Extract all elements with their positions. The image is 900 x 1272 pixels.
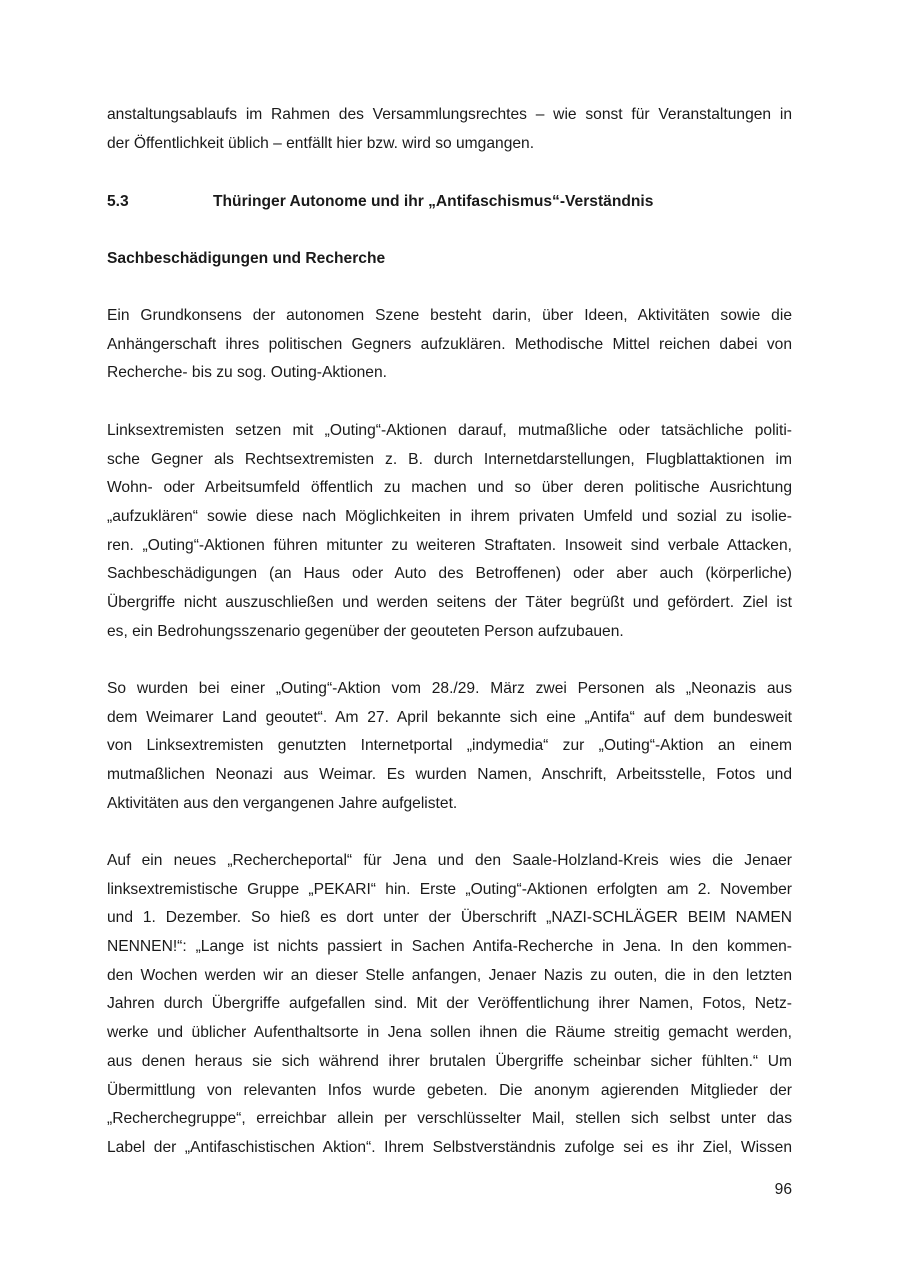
paragraph-3 xyxy=(107,675,792,818)
text-line: von Linksextremisten genutzten Internetportal „indymedia“ zur „Outing“-Aktion an einem xyxy=(107,737,792,755)
text-line: Auf ein neues „Rechercheportal“ für Jena und den Saale-Holzland-Kreis wies die Jenaer xyxy=(107,852,792,869)
text-line: linksextremistische Gruppe „PEKARI“ hin. Erste „Outing“-Aktionen erfolgten am 2. November xyxy=(107,880,792,898)
text-line: Sachbeschädigungen (an Haus oder Auto des Betroffenen) oder aber auch (körperliche) xyxy=(107,565,792,583)
text-line: den Wochen werden wir an dieser Stelle anfangen, Jenaer Nazis zu outen, die in den letzten xyxy=(107,966,792,984)
text-line: Recherche- bis zu sog. Outing-Aktionen. xyxy=(107,364,387,382)
paragraph-2 xyxy=(107,417,792,647)
paragraph-4 xyxy=(107,847,792,1163)
text-line: NENNEN!“: „Lange ist nichts passiert in Sachen Antifa-Recherche in Jena. In den kommen- xyxy=(107,938,792,956)
text-line: es, ein Bedrohungsszenario gegenüber der geouteten Person aufzubauen. xyxy=(107,622,624,640)
section-number: 5.3 xyxy=(107,193,129,210)
text-line: sche Gegner als Rechtsextremisten z. B. durch Internetdarstellungen, Flugblattaktionen im xyxy=(107,450,792,468)
text-line: Übermittlung von relevanten Infos wurde gebeten. Die anonym agierenden Mitglieder der xyxy=(107,1081,792,1099)
section-title: Thüringer Autonome und ihr „Antifaschismus“-Verständnis xyxy=(213,193,654,210)
text-line: „Recherchegruppe“, erreichbar allein per verschlüsselter Mail, stellen sich selbst unter das xyxy=(107,1110,792,1128)
text-line: Anhängerschaft ihres politischen Gegners aufzuklären. Methodische Mittel reichen dabei von xyxy=(107,335,792,353)
text-line: Jahren durch Übergriffe aufgefallen sind. Mit der Veröffentlichung ihrer Namen, Fotos, Netz- xyxy=(107,995,792,1013)
text-line: Aktivitäten aus den vergangenen Jahre aufgelistet. xyxy=(107,794,458,812)
intro-paragraph xyxy=(107,101,792,158)
text-line: aus denen heraus sie sich während ihrer brutalen Übergriffe scheinbar sicher fühlten.“ Um xyxy=(107,1052,792,1070)
page-number: 96 xyxy=(774,1181,792,1198)
text-line: anstaltungsablaufs im Rahmen des Versammlungsrechtes – wie sonst für Veranstaltungen in xyxy=(107,106,792,123)
text-line: Label der „Antifaschistischen Aktion“. Ihrem Selbstverständnis zufolge sei es ihr Ziel, Wissen xyxy=(107,1138,792,1156)
text-line: mutmaßlichen Neonazi aus Weimar. Es wurden Namen, Anschrift, Arbeitsstelle, Fotos und xyxy=(107,766,792,784)
paragraph-1 xyxy=(107,302,792,388)
text-line: der Öffentlichkeit üblich – entfällt hier bzw. wird so umgangen. xyxy=(107,134,535,152)
subheading: Sachbeschädigungen und Recherche xyxy=(107,250,386,267)
text-line: Wohn- oder Arbeitsumfeld öffentlich zu machen und so über deren politische Ausrichtung xyxy=(107,479,792,497)
text-line: Ein Grundkonsens der autonomen Szene besteht darin, über Ideen, Aktivitäten sowie die xyxy=(107,307,792,324)
text-line: und 1. Dezember. So hieß es dort unter der Überschrift „NAZI-SCHLÄGER BEIM NAMEN xyxy=(107,909,792,927)
text-line: dem Weimarer Land geoutet“. Am 27. April bekannte sich eine „Antifa“ auf dem bundesweit xyxy=(107,708,792,726)
text-line: Linksextremisten setzen mit „Outing“-Aktionen darauf, mutmaßliche oder tatsächliche politi- xyxy=(107,422,792,439)
text-line: ren. „Outing“-Aktionen führen mitunter zu weiteren Straftaten. Insoweit sind verbale Attacken, xyxy=(107,536,792,554)
text-line: „aufzuklären“ sowie diese nach Möglichkeiten in ihrem privaten Umfeld und sozial zu isolie- xyxy=(107,508,792,526)
text-line: Übergriffe nicht auszuschließen und werden seitens der Täter begrüßt und gefördert. Ziel ist xyxy=(107,594,792,612)
text-line: werke und üblicher Aufenthaltsorte in Jena sollen ihnen die Räume streitig gemacht werden, xyxy=(107,1024,792,1042)
text-line: So wurden bei einer „Outing“-Aktion vom 28./29. März zwei Personen als „Neonazis aus xyxy=(107,680,792,697)
